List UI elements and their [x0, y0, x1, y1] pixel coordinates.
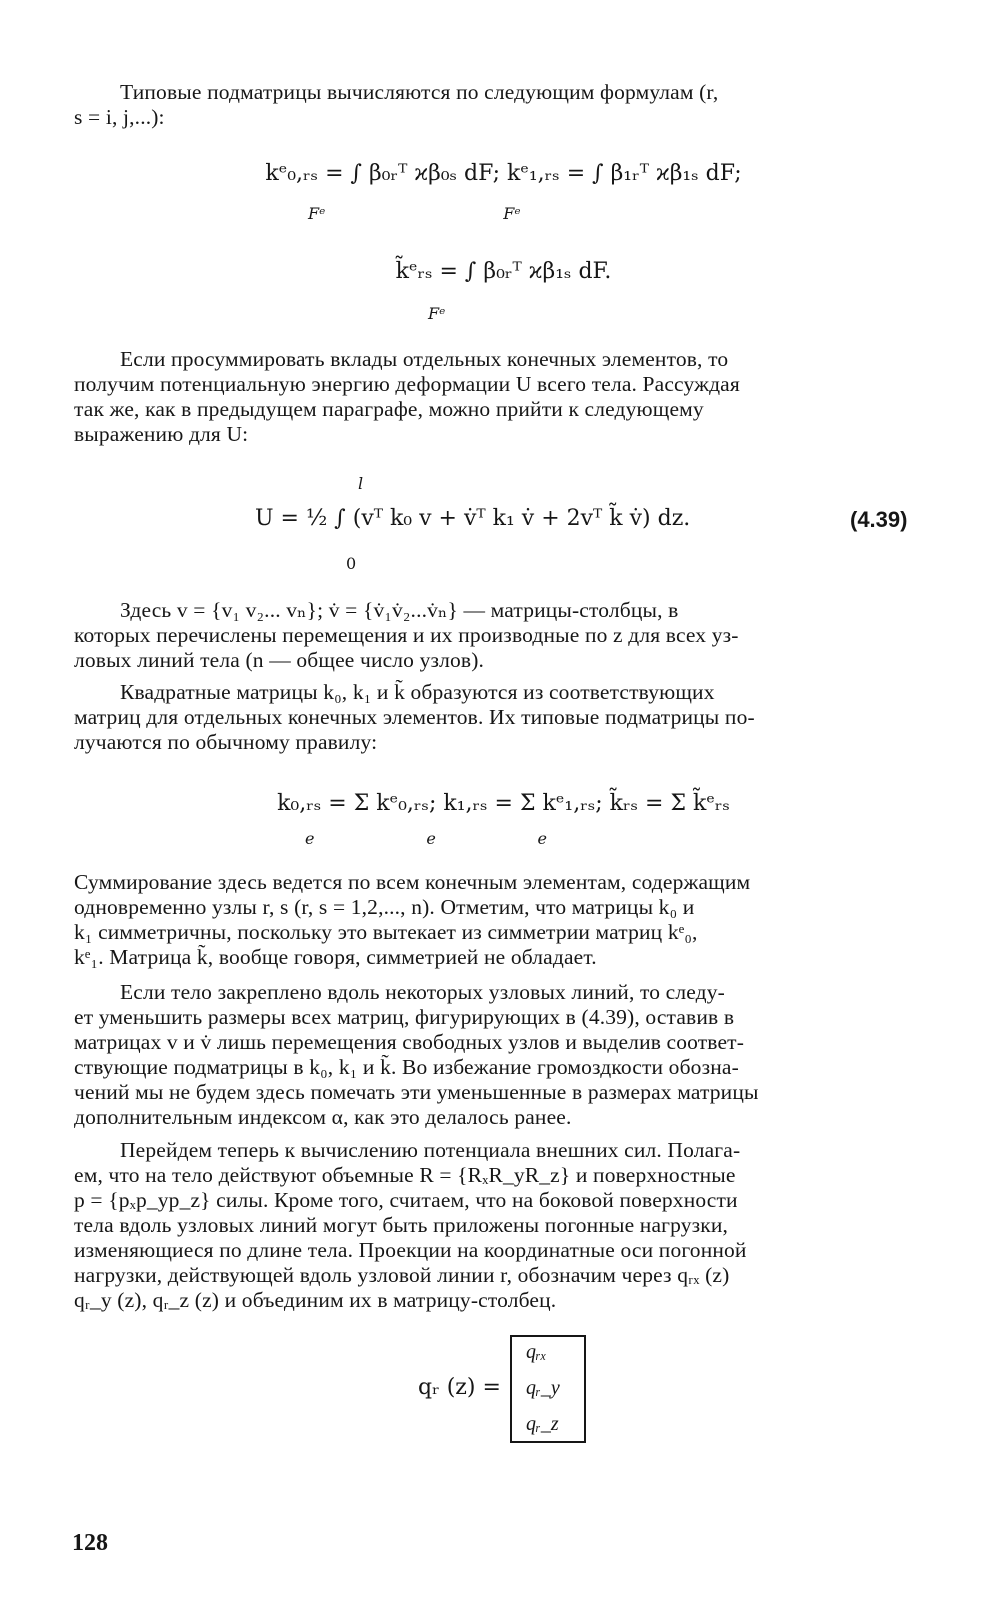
- intro-paragraph: [74, 80, 924, 130]
- paragraph-energy: [74, 347, 924, 447]
- text-line: ловых линий тела (n — общее число узлов).: [74, 648, 485, 672]
- paragraph-summation: [74, 870, 924, 970]
- text-line: получим потенциальную энергию деформации U всего тела. Рассуждая: [74, 372, 740, 396]
- text-line: Перейдем теперь к вычислению потенциала внешних сил. Полага-: [120, 1138, 741, 1162]
- text-line: qᵣ_y (z), qᵣ_z (z) и объединим их в матрицу-столбец.: [74, 1288, 557, 1312]
- paragraph-constraints: [74, 980, 924, 1130]
- formula-k-tilde-limit: Fᵉ: [428, 304, 446, 323]
- formula-k-tilde: k̃ᵉᵣₛ = ∫ β₀ᵣᵀ ϰβ₁ₛ dF.: [395, 259, 612, 284]
- formula-k0-k1-limits: Fᵉ Fᵉ: [308, 204, 521, 223]
- text-line: Квадратные матрицы k₀, k₁ и k̃ образуются из соответствующих: [120, 680, 715, 704]
- formula-potential-energy: U = ½ ∫ (vᵀ k₀ v + v̇ᵀ k₁ v̇ + 2vᵀ k̃ v̇) dz.: [255, 506, 691, 531]
- formula-summation-limits: e e e: [305, 829, 548, 848]
- text-line: одновременно узлы r, s (r, s = 1,2,..., n). Отметим, что матрицы k₀ и: [74, 895, 695, 919]
- matrix-brackets: [510, 1335, 586, 1443]
- text-line: тела вдоль узловых линий могут быть приложены погонные нагрузки,: [74, 1213, 729, 1237]
- matrix-cell: qᵣ_z: [526, 1413, 559, 1435]
- text-line: Здесь v = {v₁ v₂... vₙ}; v̇ = {v̇₁v̇₂...v̇ₙ} — матрицы-столбцы, в: [120, 598, 679, 622]
- text-line: нагрузки, действующей вдоль узловой линии r, обозначим через qᵣₓ (z): [74, 1263, 730, 1287]
- integral-lower-limit: 0: [346, 554, 357, 573]
- equation-number: (4.39): [850, 507, 908, 532]
- paragraph-vectors: [74, 598, 924, 673]
- text-line: ем, что на тело действуют объемные R = {RₓR_yR_z} и поверхностные: [74, 1163, 736, 1187]
- text-line: так же, как в предыдущем параграфе, можно прийти к следующему: [74, 397, 704, 421]
- text-line: Если тело закреплено вдоль некоторых узловых линий, то следу-: [120, 980, 725, 1004]
- text-line: матрицах v и v̇ лишь перемещения свободных узлов и выделив соответ-: [74, 1030, 745, 1054]
- text-line: которых перечислены перемещения и их производные по z для всех уз-: [74, 623, 739, 647]
- matrix-cell: qᵣ_y: [526, 1377, 560, 1399]
- page-number: 128: [72, 1530, 108, 1556]
- text-line: Если просуммировать вклады отдельных конечных элементов, то: [120, 347, 729, 371]
- text-line: ет уменьшить размеры всех матриц, фигурирующих в (4.39), оставив в: [74, 1005, 735, 1029]
- text-line: k₁ симметричны, поскольку это вытекает из симметрии матриц kᵉ₀,: [74, 920, 698, 944]
- formula-summation: k₀,ᵣₛ = Σ kᵉ₀,ᵣₛ; k₁,ᵣₛ = Σ kᵉ₁,ᵣₛ; k̃ᵣₛ = Σ k̃ᵉᵣₛ: [277, 791, 730, 816]
- text-line: kᵉ₁. Матрица k̃, вообще говоря, симметрией не обладает.: [74, 945, 597, 969]
- text-line: матриц для отдельных конечных элементов. Их типовые подматрицы по-: [74, 705, 755, 729]
- text-line: ствующие подматрицы в k₀, k₁ и k̃. Во избежание громоздкости обозна-: [74, 1055, 739, 1079]
- formula-k0-k1: kᵉ₀,ᵣₛ = ∫ β₀ᵣᵀ ϰβ₀ₛ dF; kᵉ₁,ᵣₛ = ∫ β₁ᵣᵀ ϰβ₁ₛ dF;: [265, 161, 742, 186]
- text-line: лучаются по обычному правилу:: [74, 730, 378, 754]
- load-column-matrix: [418, 1335, 618, 1447]
- text-line: изменяющиеся по длине тела. Проекции на координатные оси погонной: [74, 1238, 747, 1262]
- paragraph-square-matrices: [74, 680, 924, 755]
- text-line: дополнительным индексом α, как это делалось ранее.: [74, 1105, 572, 1129]
- text-line: s = i, j,...):: [74, 105, 165, 129]
- paragraph-external-forces: [74, 1138, 924, 1313]
- integral-upper-limit: l: [358, 474, 364, 493]
- text-line: Суммирование здесь ведется по всем конечным элементам, содержащим: [74, 870, 751, 894]
- text-line: выражению для U:: [74, 422, 249, 446]
- text-line: p = {pₓp_yp_z} силы. Кроме того, считаем, что на боковой поверхности: [74, 1188, 738, 1212]
- text-line: Типовые подматрицы вычисляются по следующим формулам (r,: [120, 80, 719, 104]
- text-line: чений мы не будем здесь помечать эти уменьшенные в размерах матрицы: [74, 1080, 759, 1104]
- matrix-lhs: qᵣ (z) =: [418, 1375, 501, 1400]
- matrix-cell: qᵣₓ: [526, 1341, 547, 1363]
